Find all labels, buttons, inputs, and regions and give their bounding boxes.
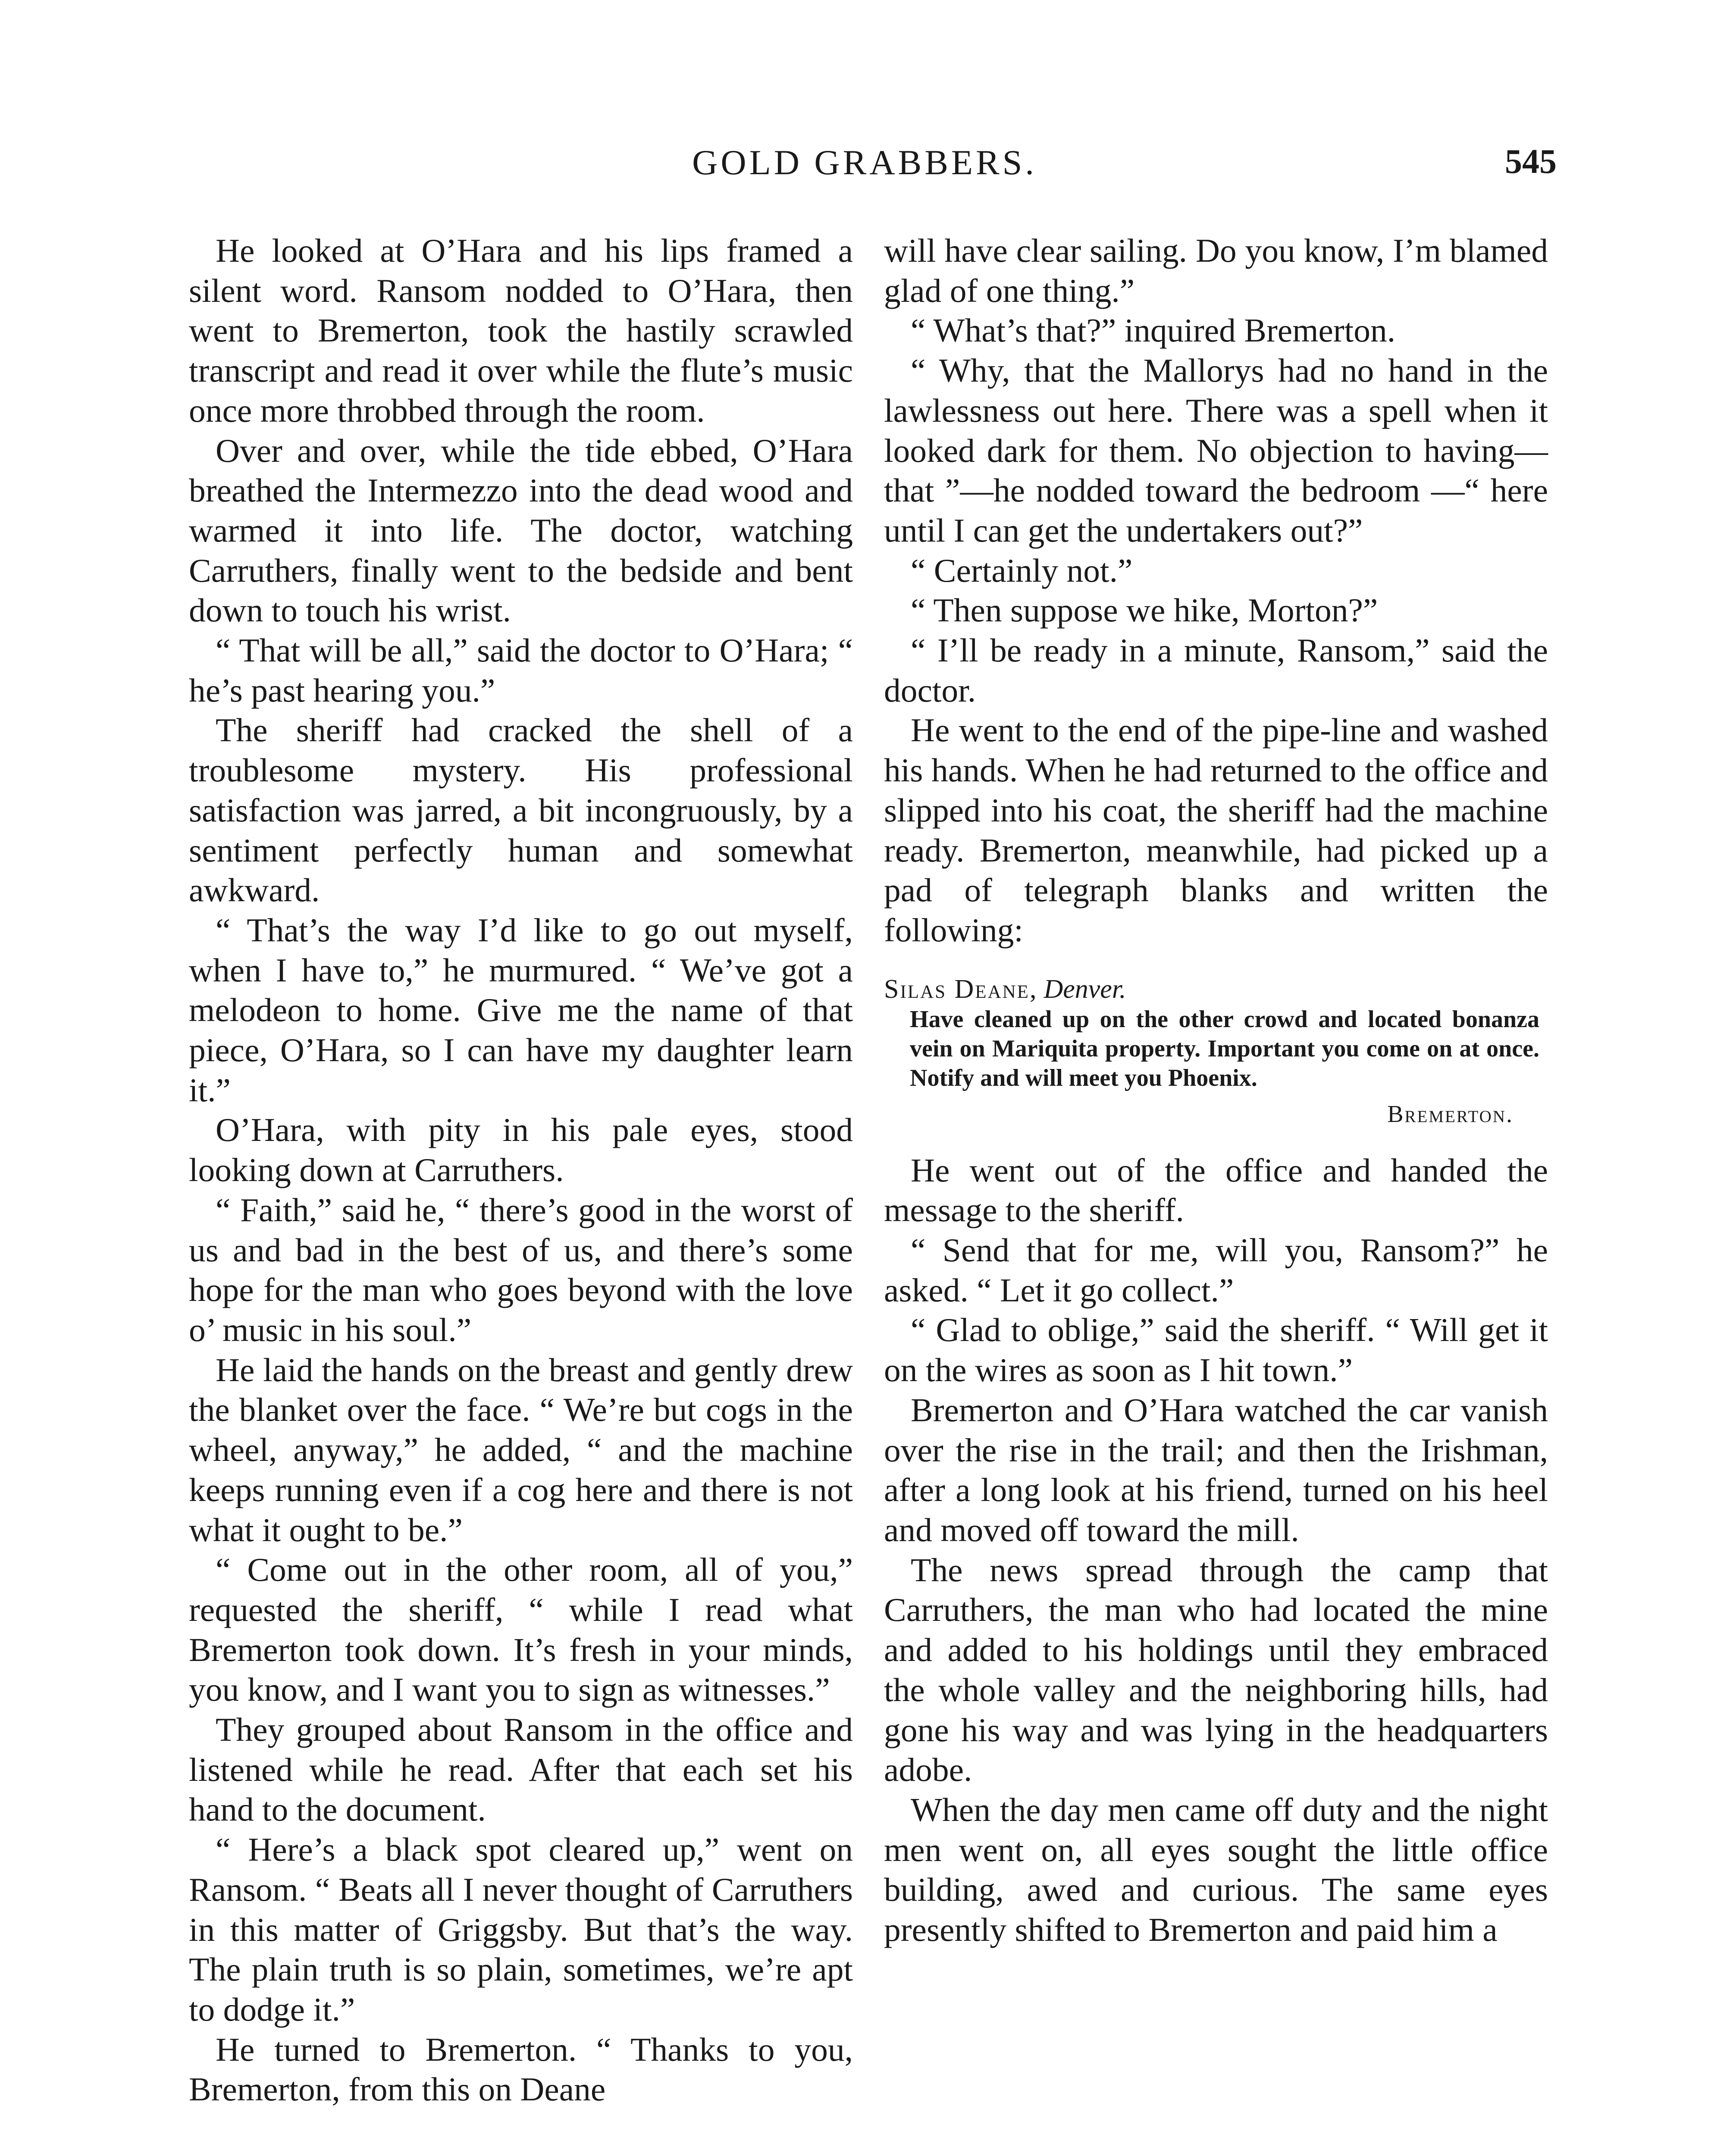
telegram-message (884, 975, 1548, 1129)
paragraph: “ Here’s a black spot cleared up,” went on Ransom. “ Beats all I never thought of Carruthers in this matter of Griggsby. But that’s the way. The plain truth is so plain, sometimes, we’re apt to dodge it.” (189, 1831, 853, 2028)
paragraph: They grouped about Ransom in the office and listened while he read. After that each set his hand to the document. (189, 1711, 853, 1828)
paragraph: “ Faith,” said he, “ there’s good in the worst of us and bad in the best of us, and there’s some hope for the man who goes beyond with the love o’ music in his soul.” (189, 1191, 853, 1348)
telegram-addressee-city: Denver. (1044, 974, 1126, 1004)
paragraph: He went out of the office and handed the message to the sheriff. (884, 1151, 1548, 1229)
paragraph: O’Hara, with pity in his pale eyes, stood looking down at Carruthers. (189, 1111, 853, 1189)
running-head (172, 142, 1557, 194)
paragraph-continued: will have clear sailing. Do you know, I’m blamed glad of one thing.” (884, 232, 1548, 309)
paragraph: “ Send that for me, will you, Ransom?” he asked. “ Let it go collect.” (884, 1232, 1548, 1309)
paragraph: He turned to Bremerton. “ Thanks to you, Bremerton, from this on Deane (189, 2031, 853, 2108)
paragraph: “ What’s that?” inquired Bremerton. (911, 312, 1396, 349)
page-title: GOLD GRABBERS. (692, 143, 1037, 182)
paragraph: “ Glad to oblige,” said the sheriff. “ Will get it on the wires as soon as I hit town.” (884, 1311, 1548, 1389)
telegram-addressee (884, 975, 1548, 1005)
telegram-signature: Bremerton. (1387, 1100, 1514, 1128)
paragraph: “ That’s the way I’d like to go out myself, when I have to,” he murmured. “ We’ve got a melodeon to home. Give me the name of that piece, O’Hara, so I can have my daughter learn it.” (189, 911, 853, 1109)
paragraph: He laid the hands on the breast and gently drew the blanket over the face. “ We’re but cogs in the wheel, anyway,” he added, “ and the machine keeps running even if a cog here and there is not what it ought to be.” (189, 1351, 853, 1548)
paragraph: He went to the end of the pipe-line and washed his hands. When he had returned to the office and slipped into his coat, the sheriff had the machine ready. Bremerton, meanwhile, had picked up a pad of telegraph blanks and written the following: (884, 711, 1548, 949)
paragraph: “ Come out in the other room, all of you,” requested the sheriff, “ while I read what Bremerton took down. It’s fresh in your minds, you know, and I want you to sign as witnesses.” (189, 1551, 853, 1708)
paragraph: Bremerton and O’Hara watched the car vanish over the rise in the trail; and then the Irishman, after a long look at his friend, turned on his heel and moved off toward the mill. (884, 1391, 1548, 1548)
paragraph: Over and over, while the tide ebbed, O’Hara breathed the Intermezzo into the dead wood and warmed it into life. The doctor, watching Carruthers, finally went to the bedside and bent down to touch his wrist. (189, 432, 853, 629)
paragraph: “ Certainly not.” (911, 552, 1133, 589)
page-number: 545 (1505, 143, 1557, 181)
paragraph: The sheriff had cracked the shell of a troublesome mystery. His professional satisfaction was jarred, a bit incongruously, by a sentiment perfectly human and somewhat awkward. (189, 711, 853, 909)
left-column (189, 231, 853, 2109)
telegram-addressee-name: Silas Deane, (884, 974, 1038, 1004)
paragraph: “ That will be all,” said the doctor to O’Hara; “ he’s past hearing you.” (189, 632, 853, 709)
right-column (884, 231, 1548, 1950)
paragraph: The news spread through the camp that Carruthers, the man who had located the mine and added to his holdings until they embraced the whole valley and the neighboring hills, had gone his way and was lying in the headquarters adobe. (884, 1551, 1548, 1789)
paragraph: “ I’ll be ready in a minute, Ransom,” said the doctor. (884, 632, 1548, 709)
telegram-body: Have cleaned up on the other crowd and located bonanza vein on Mariquita property. Important you come on at once. Notify and will meet you Phoenix. (910, 1006, 1539, 1091)
paragraph: When the day men came off duty and the night men went on, all eyes sought the little office building, awed and curious. The same eyes presently shifted to Bremerton and paid him a (884, 1791, 1548, 1949)
paragraph: “ Why, that the Mallorys had no hand in the lawlessness out here. There was a spell when it looked dark for them. No objection to having— that ”—he nodded toward the bedroom —“ here until I can get the undertakers out?” (884, 352, 1548, 549)
paragraph: He looked at O’Hara and his lips framed a silent word. Ransom nodded to O’Hara, then went to Bremerton, took the hastily scrawled transcript and read it over while the flute’s music once more throbbed through the room. (189, 232, 853, 429)
paragraph: “ Then suppose we hike, Morton?” (911, 592, 1378, 629)
